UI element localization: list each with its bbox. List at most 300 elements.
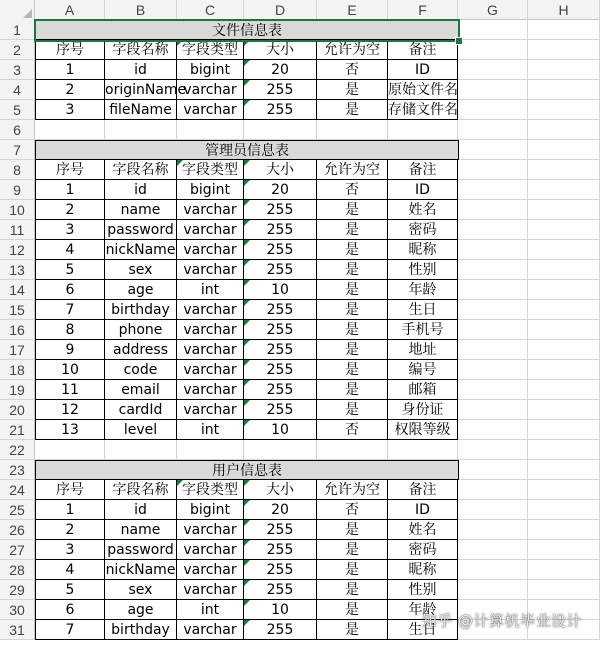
grid-cell[interactable] bbox=[528, 420, 600, 440]
row-header[interactable]: 31 bbox=[0, 620, 35, 640]
table-cell[interactable]: 是 bbox=[317, 300, 388, 320]
grid-cell[interactable] bbox=[528, 200, 600, 220]
grid-cell[interactable] bbox=[458, 320, 528, 340]
table-cell[interactable]: 否 bbox=[317, 500, 388, 520]
column-label-cell[interactable]: 大小 bbox=[244, 480, 317, 500]
table-cell[interactable]: 255 bbox=[244, 540, 317, 560]
table-cell[interactable]: 255 bbox=[244, 300, 317, 320]
sheet-row bbox=[0, 60, 600, 80]
row-header[interactable]: 10 bbox=[0, 200, 35, 220]
grid-cell[interactable] bbox=[528, 180, 600, 200]
row-header[interactable]: 11 bbox=[0, 220, 35, 240]
row-header[interactable]: 20 bbox=[0, 400, 35, 420]
grid-cell[interactable] bbox=[177, 120, 244, 140]
number-as-text-indicator bbox=[244, 180, 250, 186]
grid-cell[interactable] bbox=[528, 320, 600, 340]
row-header[interactable]: 21 bbox=[0, 420, 35, 440]
table-cell[interactable]: 10 bbox=[244, 420, 317, 440]
grid-cell[interactable] bbox=[528, 340, 600, 360]
table-cell[interactable]: sex bbox=[105, 260, 177, 280]
table-cell[interactable]: 4 bbox=[35, 560, 105, 580]
table-cell[interactable]: 11 bbox=[35, 380, 105, 400]
table-cell[interactable]: 1 bbox=[35, 180, 105, 200]
grid-cell[interactable] bbox=[317, 440, 388, 460]
table-cell[interactable]: 2 bbox=[35, 200, 105, 220]
table-cell[interactable]: 6 bbox=[35, 280, 105, 300]
grid-cell[interactable] bbox=[458, 180, 528, 200]
table-cell[interactable]: varchar bbox=[177, 300, 244, 320]
row-header[interactable]: 27 bbox=[0, 540, 35, 560]
row-header[interactable]: 25 bbox=[0, 500, 35, 520]
grid-cell[interactable] bbox=[528, 260, 600, 280]
table-cell[interactable]: password bbox=[105, 540, 177, 560]
grid-cell[interactable] bbox=[528, 520, 600, 540]
sheet-row bbox=[0, 400, 600, 420]
table-cell[interactable]: varchar bbox=[177, 240, 244, 260]
row-header[interactable]: 22 bbox=[0, 440, 35, 460]
column-label-cell[interactable]: 字段类型 bbox=[177, 160, 244, 180]
table-cell[interactable]: 5 bbox=[35, 260, 105, 280]
table-cell[interactable]: nickName bbox=[105, 562, 176, 578]
table-cell[interactable]: 10 bbox=[244, 280, 317, 300]
sheet-row bbox=[0, 240, 600, 260]
column-header-c[interactable]: C bbox=[177, 0, 244, 20]
table-cell[interactable]: sex bbox=[105, 580, 177, 600]
grid-cell[interactable] bbox=[528, 380, 600, 400]
table-cell[interactable]: phone bbox=[105, 320, 177, 340]
row-header[interactable]: 26 bbox=[0, 520, 35, 540]
grid-cell[interactable] bbox=[528, 580, 600, 600]
table-cell[interactable]: 13 bbox=[35, 420, 105, 440]
number-as-text-indicator bbox=[244, 560, 250, 566]
grid-cell[interactable] bbox=[458, 160, 528, 180]
grid-cell[interactable] bbox=[458, 340, 528, 360]
table-cell[interactable]: 昵称 bbox=[388, 560, 458, 580]
row-header[interactable]: 18 bbox=[0, 360, 35, 380]
grid-cell[interactable] bbox=[528, 100, 600, 120]
table-cell[interactable]: 2 bbox=[35, 520, 105, 540]
sheet-row bbox=[0, 520, 600, 540]
column-label-cell[interactable]: 序号 bbox=[35, 40, 105, 60]
grid-cell[interactable] bbox=[458, 280, 528, 300]
table-cell[interactable]: 生日 bbox=[388, 300, 458, 320]
table-cell[interactable]: 身份证 bbox=[388, 400, 458, 420]
table-cell[interactable]: ID bbox=[388, 500, 458, 520]
grid-cell[interactable] bbox=[528, 560, 600, 580]
grid-cell[interactable] bbox=[528, 220, 600, 240]
number-as-text-indicator bbox=[244, 60, 250, 66]
number-as-text-indicator bbox=[177, 160, 183, 166]
row-header[interactable]: 19 bbox=[0, 380, 35, 400]
grid-cell[interactable] bbox=[528, 60, 600, 80]
table-cell[interactable]: 1 bbox=[35, 60, 105, 80]
grid-cell[interactable] bbox=[244, 440, 317, 460]
table-cell[interactable]: name bbox=[105, 520, 177, 540]
table-cell[interactable]: 手机号 bbox=[388, 320, 458, 340]
grid-cell[interactable] bbox=[528, 140, 600, 160]
sheet-row bbox=[0, 340, 600, 360]
table-cell[interactable]: 255 bbox=[244, 80, 317, 100]
sheet-row bbox=[0, 280, 600, 300]
table-cell[interactable]: 7 bbox=[35, 620, 105, 640]
sheet-row bbox=[0, 480, 600, 500]
column-label-cell[interactable]: 允许为空 bbox=[317, 160, 388, 180]
grid-cell[interactable] bbox=[528, 280, 600, 300]
table-cell[interactable]: 是 bbox=[317, 280, 388, 300]
grid-cell[interactable] bbox=[528, 500, 600, 520]
table-cell[interactable]: 5 bbox=[35, 580, 105, 600]
column-label-cell[interactable]: 字段名称 bbox=[105, 160, 177, 180]
row-header[interactable]: 4 bbox=[0, 80, 35, 100]
column-label-cell[interactable]: 备注 bbox=[388, 40, 458, 60]
row-header[interactable]: 15 bbox=[0, 300, 35, 320]
table-cell[interactable]: varchar bbox=[177, 540, 244, 560]
table-cell[interactable]: level bbox=[105, 420, 177, 440]
column-label-cell[interactable]: 允许为空 bbox=[317, 480, 388, 500]
row-header[interactable]: 17 bbox=[0, 340, 35, 360]
table-cell[interactable]: nickName bbox=[105, 242, 176, 258]
table-cell[interactable]: 255 bbox=[244, 320, 317, 340]
table-cell[interactable]: varchar bbox=[177, 620, 244, 640]
table-cell[interactable]: 否 bbox=[317, 420, 388, 440]
table-cell[interactable]: 是 bbox=[317, 520, 388, 540]
table-cell[interactable]: 3 bbox=[35, 220, 105, 240]
number-as-text-indicator bbox=[244, 320, 250, 326]
table-cell[interactable]: 是 bbox=[317, 540, 388, 560]
table-cell[interactable]: 密码 bbox=[388, 220, 458, 240]
table-cell[interactable]: varchar bbox=[177, 260, 244, 280]
table-cell[interactable]: originName bbox=[105, 82, 187, 98]
table-cell[interactable]: 地址 bbox=[388, 340, 458, 360]
table-cell[interactable]: 年龄 bbox=[388, 280, 458, 300]
grid-cell[interactable] bbox=[458, 540, 528, 560]
row-header[interactable]: 16 bbox=[0, 320, 35, 340]
column-header-d[interactable]: D bbox=[244, 0, 317, 20]
row-header[interactable]: 28 bbox=[0, 560, 35, 580]
table-cell[interactable]: age bbox=[105, 280, 177, 300]
table-cell[interactable]: birthday bbox=[105, 620, 177, 640]
sheet-row bbox=[0, 40, 600, 60]
table-cell[interactable]: 是 bbox=[317, 260, 388, 280]
table-cell[interactable]: 255 bbox=[244, 240, 317, 260]
grid-cell[interactable] bbox=[458, 460, 528, 480]
table-cell[interactable]: fileName bbox=[105, 100, 177, 120]
table-cell[interactable]: 是 bbox=[317, 560, 388, 580]
table-title[interactable]: 管理员信息表 bbox=[35, 140, 459, 160]
grid-cell[interactable] bbox=[458, 140, 528, 160]
grid-cell[interactable] bbox=[244, 120, 317, 140]
grid-cell[interactable] bbox=[528, 440, 600, 460]
sheet-row bbox=[0, 540, 600, 560]
sheet-row bbox=[0, 20, 600, 40]
sheet-row bbox=[0, 180, 600, 200]
grid-cell[interactable] bbox=[458, 560, 528, 580]
grid-cell[interactable] bbox=[458, 420, 528, 440]
row-header[interactable]: 12 bbox=[0, 240, 35, 260]
column-header-g[interactable]: G bbox=[458, 0, 528, 20]
grid-cell[interactable] bbox=[528, 20, 600, 40]
table-cell[interactable]: birthday bbox=[105, 300, 177, 320]
table-cell[interactable]: 4 bbox=[35, 240, 105, 260]
row-header[interactable]: 9 bbox=[0, 180, 35, 200]
table-cell[interactable]: varchar bbox=[177, 200, 244, 220]
table-cell[interactable]: 昵称 bbox=[388, 240, 458, 260]
table-cell[interactable]: 年龄 bbox=[388, 600, 458, 620]
grid-cell[interactable] bbox=[528, 360, 600, 380]
table-title[interactable]: 用户信息表 bbox=[35, 460, 459, 480]
row-header[interactable]: 29 bbox=[0, 580, 35, 600]
table-cell[interactable]: 是 bbox=[317, 360, 388, 380]
table-cell[interactable]: 255 bbox=[244, 520, 317, 540]
table-cell[interactable]: 10 bbox=[244, 600, 317, 620]
table-cell[interactable]: id bbox=[105, 180, 177, 200]
column-header-a[interactable]: A bbox=[35, 0, 105, 20]
row-header[interactable]: 2 bbox=[0, 40, 35, 60]
table-cell[interactable]: varchar bbox=[177, 360, 244, 380]
table-cell[interactable]: 权限等级 bbox=[388, 420, 458, 440]
table-cell[interactable]: 是 bbox=[317, 340, 388, 360]
table-cell[interactable]: 20 bbox=[244, 500, 317, 520]
grid-cell[interactable] bbox=[528, 540, 600, 560]
table-cell[interactable]: bigint bbox=[177, 180, 244, 200]
grid-cell[interactable] bbox=[528, 480, 600, 500]
grid-cell[interactable] bbox=[458, 100, 528, 120]
select-all-corner[interactable] bbox=[0, 0, 35, 20]
grid-cell[interactable] bbox=[458, 360, 528, 380]
table-cell[interactable]: 20 bbox=[244, 60, 317, 80]
table-cell[interactable]: 255 bbox=[244, 560, 317, 580]
table-cell[interactable]: id bbox=[105, 60, 177, 80]
row-header[interactable]: 1 bbox=[0, 20, 35, 40]
table-cell[interactable]: varchar bbox=[177, 380, 244, 400]
row-header[interactable]: 24 bbox=[0, 480, 35, 500]
column-label-cell[interactable]: 序号 bbox=[35, 480, 105, 500]
fill-handle[interactable] bbox=[455, 37, 463, 45]
table-cell[interactable]: 255 bbox=[244, 220, 317, 240]
table-cell[interactable]: age bbox=[105, 600, 177, 620]
grid-cell[interactable] bbox=[388, 440, 458, 460]
grid-cell[interactable] bbox=[388, 120, 458, 140]
row-header[interactable]: 7 bbox=[0, 140, 35, 160]
grid-cell[interactable] bbox=[458, 200, 528, 220]
table-cell[interactable]: 是 bbox=[317, 620, 388, 640]
table-cell[interactable]: ID bbox=[388, 180, 458, 200]
table-cell[interactable]: 20 bbox=[244, 180, 317, 200]
table-cell[interactable]: 是 bbox=[317, 320, 388, 340]
column-header-bar bbox=[0, 0, 600, 20]
table-cell[interactable]: int bbox=[177, 600, 244, 620]
grid-cell[interactable] bbox=[458, 480, 528, 500]
table-cell[interactable]: 255 bbox=[244, 100, 317, 120]
sheet-row bbox=[0, 320, 600, 340]
table-cell[interactable]: 255 bbox=[244, 200, 317, 220]
table-cell[interactable]: 是 bbox=[317, 80, 388, 100]
table-cell[interactable]: address bbox=[105, 340, 177, 360]
table-cell[interactable]: 255 bbox=[244, 620, 317, 640]
table-cell[interactable]: 姓名 bbox=[388, 520, 458, 540]
number-as-text-indicator bbox=[244, 380, 250, 386]
table-cell[interactable]: 9 bbox=[35, 340, 105, 360]
grid-cell[interactable] bbox=[458, 380, 528, 400]
grid-cell[interactable] bbox=[458, 20, 528, 40]
table-cell[interactable]: bigint bbox=[177, 500, 244, 520]
sheet-row bbox=[0, 360, 600, 380]
number-as-text-indicator bbox=[244, 260, 250, 266]
grid-cell[interactable] bbox=[317, 120, 388, 140]
grid-cell[interactable] bbox=[35, 440, 105, 460]
table-cell[interactable]: 3 bbox=[35, 100, 105, 120]
grid-cell[interactable] bbox=[458, 220, 528, 240]
grid-cell[interactable] bbox=[177, 440, 244, 460]
grid-cell[interactable] bbox=[458, 500, 528, 520]
table-cell[interactable]: 是 bbox=[317, 600, 388, 620]
column-label-cell[interactable]: 字段类型 bbox=[177, 480, 244, 500]
column-header-f[interactable]: F bbox=[388, 0, 458, 20]
table-cell[interactable]: 性别 bbox=[388, 580, 458, 600]
column-label-cell[interactable]: 允许为空 bbox=[317, 40, 388, 60]
column-header-h[interactable]: H bbox=[528, 0, 600, 20]
grid-cell[interactable] bbox=[528, 80, 600, 100]
table-cell[interactable]: varchar bbox=[177, 520, 244, 540]
table-cell[interactable]: 是 bbox=[317, 580, 388, 600]
table-cell[interactable]: varchar bbox=[177, 100, 244, 120]
table-cell[interactable]: 原始文件名 bbox=[388, 82, 458, 98]
table-cell[interactable]: varchar bbox=[177, 340, 244, 360]
table-cell[interactable]: 2 bbox=[35, 80, 105, 100]
table-cell[interactable]: cardId bbox=[105, 400, 177, 420]
grid-cell[interactable] bbox=[528, 240, 600, 260]
grid-cell[interactable] bbox=[35, 120, 105, 140]
grid-cell[interactable] bbox=[528, 40, 600, 60]
table-cell[interactable]: 255 bbox=[244, 380, 317, 400]
number-as-text-indicator bbox=[244, 420, 250, 426]
table-cell[interactable]: varchar bbox=[177, 560, 244, 580]
grid-cell[interactable] bbox=[528, 120, 600, 140]
table-cell[interactable]: 否 bbox=[317, 180, 388, 200]
table-cell[interactable]: int bbox=[177, 420, 244, 440]
column-header-b[interactable]: B bbox=[105, 0, 177, 20]
grid-cell[interactable] bbox=[458, 120, 528, 140]
grid-cell[interactable] bbox=[105, 440, 177, 460]
grid-cell[interactable] bbox=[458, 260, 528, 280]
row-header[interactable]: 30 bbox=[0, 600, 35, 620]
table-cell[interactable]: 3 bbox=[35, 540, 105, 560]
column-label-cell[interactable]: 备注 bbox=[388, 480, 458, 500]
table-cell[interactable]: 是 bbox=[317, 380, 388, 400]
column-label-cell[interactable]: 字段名称 bbox=[105, 480, 177, 500]
row-header[interactable]: 5 bbox=[0, 100, 35, 120]
number-as-text-indicator bbox=[244, 220, 250, 226]
column-label-cell[interactable]: 大小 bbox=[244, 40, 317, 60]
table-cell[interactable]: 邮箱 bbox=[388, 380, 458, 400]
column-header-e[interactable]: E bbox=[317, 0, 388, 20]
number-as-text-indicator bbox=[244, 540, 250, 546]
grid-cell[interactable] bbox=[458, 80, 528, 100]
number-as-text-indicator bbox=[244, 520, 250, 526]
table-cell[interactable]: 否 bbox=[317, 60, 388, 80]
table-cell[interactable]: int bbox=[177, 280, 244, 300]
table-cell[interactable]: 生日 bbox=[388, 620, 458, 640]
grid-cell[interactable] bbox=[528, 460, 600, 480]
column-label-cell[interactable]: 字段类型 bbox=[177, 40, 244, 60]
column-label-cell[interactable]: 序号 bbox=[35, 160, 105, 180]
table-cell[interactable]: 1 bbox=[35, 500, 105, 520]
table-cell[interactable]: 255 bbox=[244, 360, 317, 380]
table-cell[interactable]: 255 bbox=[244, 400, 317, 420]
grid-cell[interactable] bbox=[458, 40, 528, 60]
table-cell[interactable]: varchar bbox=[177, 400, 244, 420]
table-cell[interactable]: 255 bbox=[244, 580, 317, 600]
column-label-cell[interactable]: 字段名称 bbox=[105, 40, 177, 60]
grid-cell[interactable] bbox=[458, 240, 528, 260]
table-cell[interactable]: 12 bbox=[35, 400, 105, 420]
table-cell[interactable]: 存储文件名 bbox=[388, 102, 458, 118]
table-cell[interactable]: 8 bbox=[35, 320, 105, 340]
row-header[interactable]: 6 bbox=[0, 120, 35, 140]
table-cell[interactable]: 255 bbox=[244, 340, 317, 360]
column-label-cell[interactable]: 备注 bbox=[388, 160, 458, 180]
table-cell[interactable]: 255 bbox=[244, 260, 317, 280]
grid-cell[interactable] bbox=[105, 120, 177, 140]
table-cell[interactable]: email bbox=[105, 380, 177, 400]
table-cell[interactable]: 编号 bbox=[388, 360, 458, 380]
table-cell[interactable]: id bbox=[105, 500, 177, 520]
row-header[interactable]: 8 bbox=[0, 160, 35, 180]
table-cell[interactable]: 姓名 bbox=[388, 200, 458, 220]
table-cell[interactable]: varchar bbox=[177, 320, 244, 340]
grid-cell[interactable] bbox=[528, 300, 600, 320]
table-cell[interactable]: varchar bbox=[177, 580, 244, 600]
table-cell[interactable]: varchar bbox=[177, 220, 244, 240]
grid-cell[interactable] bbox=[458, 580, 528, 600]
table-cell[interactable]: 是 bbox=[317, 400, 388, 420]
sheet-row bbox=[0, 160, 600, 180]
sheet-row bbox=[0, 440, 600, 460]
grid-cell[interactable] bbox=[528, 160, 600, 180]
table-cell[interactable]: 10 bbox=[35, 360, 105, 380]
table-cell[interactable]: 6 bbox=[35, 600, 105, 620]
grid-cell[interactable] bbox=[458, 520, 528, 540]
table-cell[interactable]: 7 bbox=[35, 300, 105, 320]
grid-cell[interactable] bbox=[458, 440, 528, 460]
row-header[interactable]: 13 bbox=[0, 260, 35, 280]
row-header[interactable]: 14 bbox=[0, 280, 35, 300]
table-cell[interactable]: 密码 bbox=[388, 540, 458, 560]
number-as-text-indicator bbox=[244, 100, 250, 106]
grid-cell[interactable] bbox=[458, 60, 528, 80]
number-as-text-indicator bbox=[244, 40, 250, 46]
grid-cell[interactable] bbox=[458, 400, 528, 420]
table-cell[interactable]: bigint bbox=[177, 60, 244, 80]
table-cell[interactable]: 是 bbox=[317, 240, 388, 260]
table-cell[interactable]: varchar bbox=[177, 80, 244, 100]
table-title[interactable]: 文件信息表 bbox=[35, 20, 459, 40]
row-header[interactable]: 3 bbox=[0, 60, 35, 80]
table-cell[interactable]: name bbox=[105, 200, 177, 220]
grid-cell[interactable] bbox=[458, 300, 528, 320]
table-cell[interactable]: 性别 bbox=[388, 260, 458, 280]
table-cell[interactable]: ID bbox=[388, 60, 458, 80]
table-cell[interactable]: 是 bbox=[317, 220, 388, 240]
column-label-cell[interactable]: 大小 bbox=[244, 160, 317, 180]
table-cell[interactable]: 是 bbox=[317, 200, 388, 220]
row-header[interactable]: 23 bbox=[0, 460, 35, 480]
table-cell[interactable]: 是 bbox=[317, 100, 388, 120]
grid-cell[interactable] bbox=[528, 400, 600, 420]
table-cell[interactable]: code bbox=[105, 360, 177, 380]
number-as-text-indicator bbox=[244, 480, 250, 486]
table-cell[interactable]: password bbox=[105, 220, 177, 240]
